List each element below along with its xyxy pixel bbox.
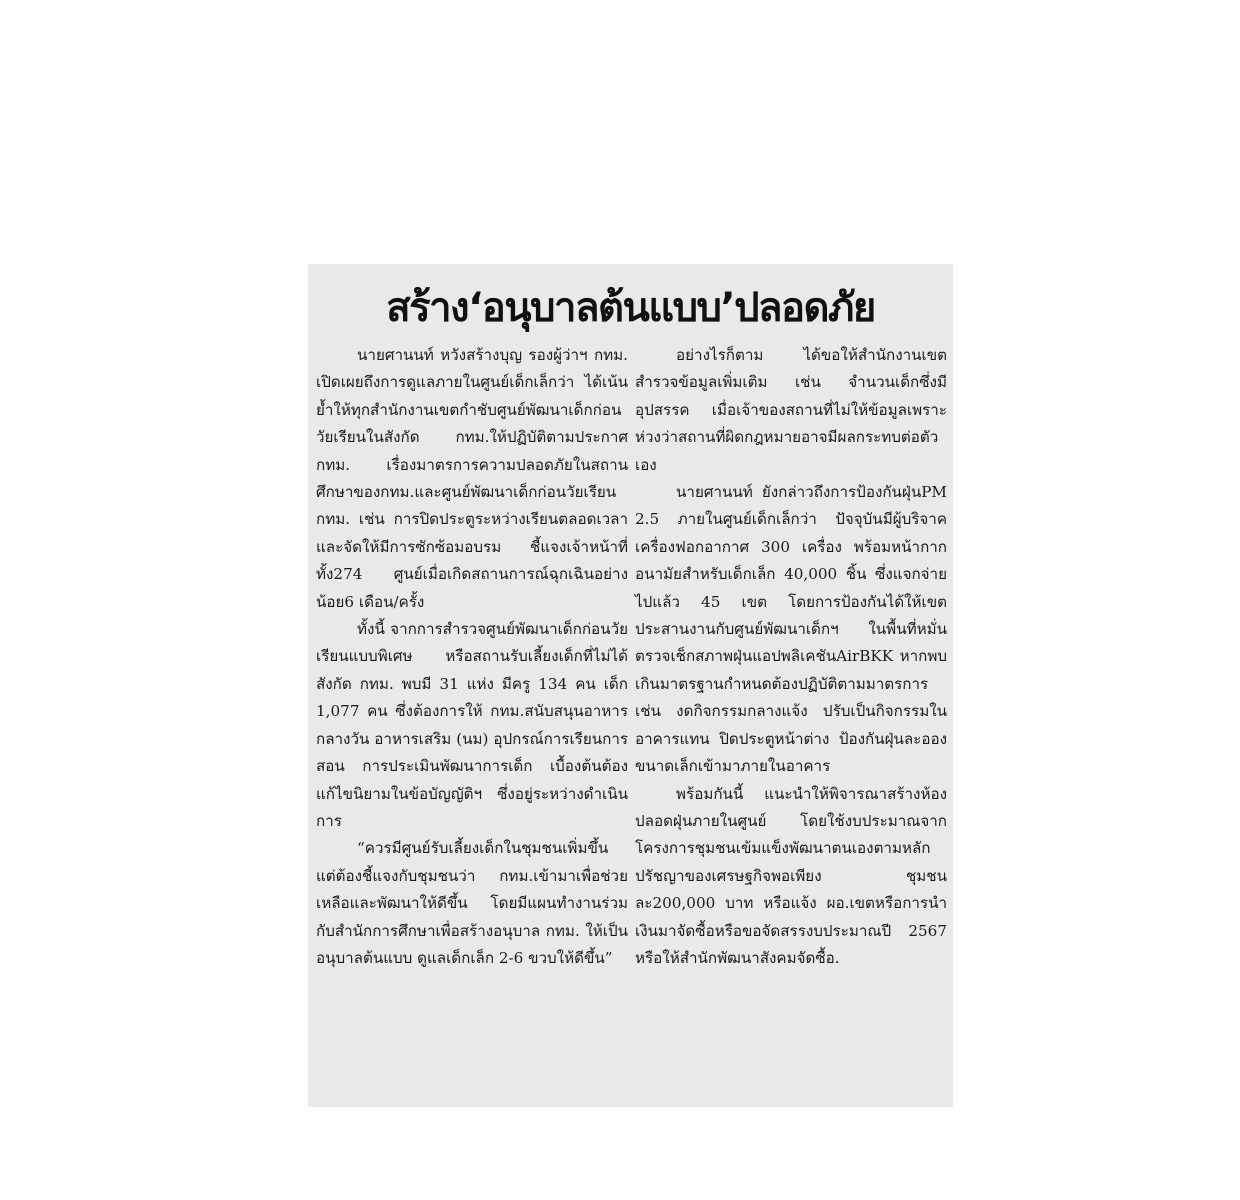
article-paragraph: นายศานนท์ หวังสร้างบุญ รองผู้ว่าฯ กทม. เปิดเผยถึงการดูแลภายในศูนย์เด็กเล็กว่า ได้เน้นย้ำให้ทุกสำนักงานเขตกำชับศูนย์พัฒนาเด็กก่อนวัยเรียนในสังกัด กทม.ให้ปฏิบัติตามประกาศ กทม. เรื่องมาตรการความปลอดภัยในสถานศึกษาของกทม.และศูนย์พัฒนาเด็กก่อนวัยเรียน กทม. เช่น การปิดประตูระหว่างเรียนตลอดเวลา และจัดให้มีการซักซ้อมอบรม ชี้แจงเจ้าหน้าที่ทั้ง274 ศูนย์เมื่อเกิดสถานการณ์ฉุกเฉินอย่างน้อย6 เดือน/ครั้ง (316, 346, 628, 611)
news-clipping (308, 264, 953, 1107)
article-paragraph: นายศานนท์ ยังกล่าวถึงการป้องกันฝุ่นPM 2.5 ภายในศูนย์เด็กเล็กว่า ปัจจุบันมีผู้บริจาคเครื่องฟอกอากาศ 300 เครื่อง พร้อมหน้ากากอนามัยสำหรับเด็กเล็ก 40,000 ชิ้น ซึ่งแจกจ่ายไปแล้ว 45 เขต โดยการป้องกันได้ให้เขตประสานงานกับศูนย์พัฒนาเด็กฯ ในพื้นที่หมั่นตรวจเช็กสภาพฝุ่นแอปพลิเคชันAirBKK หากพบเกินมาตรฐานกำหนดต้องปฏิบัติตามมาตรการ เช่น งดกิจกรรมกลางแจ้ง ปรับเป็นกิจกรรมในอาคารแทน ปิดประตูหน้าต่าง ป้องกันฝุ่นละอองขนาดเล็กเข้ามาภายในอาคาร (635, 483, 947, 776)
article-paragraph: พร้อมกันนี้ แนะนำให้พิจารณาสร้างห้องปลอดฝุ่นภายในศูนย์ โดยใช้งบประมาณจากโครงการชุมชนเข้มแข็งพัฒนาตนเองตามหลักปรัชญาของเศรษฐกิจพอเพียง ชุมชนละ200,000 บาท หรือแจ้ง ผอ.เขตหรือการนำเงินมาจัดซื้อหรือขอจัดสรรงบประมาณปี 2567 หรือให้สำนักพัฒนาสังคมจัดซื้อ. (635, 784, 947, 967)
article-paragraph: “ควรมีศูนย์รับเลี้ยงเด็กในชุมชนเพิ่มขึ้น แต่ต้องชี้แจงกับชุมชนว่า กทม.เข้ามาเพื่อช่วยเหลือและพัฒนาให้ดีขึ้น โดยมีแผนทำงานร่วมกับสำนักการศึกษาเพื่อสร้างอนุบาล กทม. ให้เป็นอนุบาลต้นแบบ ดูแลเด็กเล็ก 2-6 ขวบให้ดีขึ้น” (316, 839, 628, 967)
article-paragraph: อย่างไรก็ตาม ได้ขอให้สำนักงานเขตสำรวจข้อมูลเพิ่มเติม เช่น จำนวนเด็กซึ่งมีอุปสรรค เมื่อเจ้าของสถานที่ไม่ให้ข้อมูลเพราะห่วงว่าสถานที่ผิดกฎหมายอาจมีผลกระทบต่อตัวเอง (635, 346, 947, 474)
article-column-left (316, 342, 628, 972)
article-headline: สร้าง‘อนุบาลต้นแบบ’ปลอดภัย (386, 285, 875, 331)
article-column-right (635, 342, 947, 972)
article-paragraph: ทั้งนี้ จากการสำรวจศูนย์พัฒนาเด็กก่อนวัยเรียนแบบพิเศษ หรือสถานรับเลี้ยงเด็กที่ไม่ได้สังกัด กทม. พบมี 31 แห่ง มีครู 134 คน เด็ก 1,077 คน ซึ่งต้องการให้ กทม.สนับสนุนอาหารกลางวัน อาหารเสริม (นม) อุปกรณ์การเรียนการสอน การประเมินพัฒนาการเด็ก เบื้องต้นต้องแก้ไขนิยามในข้อบัญญัติฯ ซึ่งอยู่ระหว่างดำเนินการ (316, 620, 628, 830)
